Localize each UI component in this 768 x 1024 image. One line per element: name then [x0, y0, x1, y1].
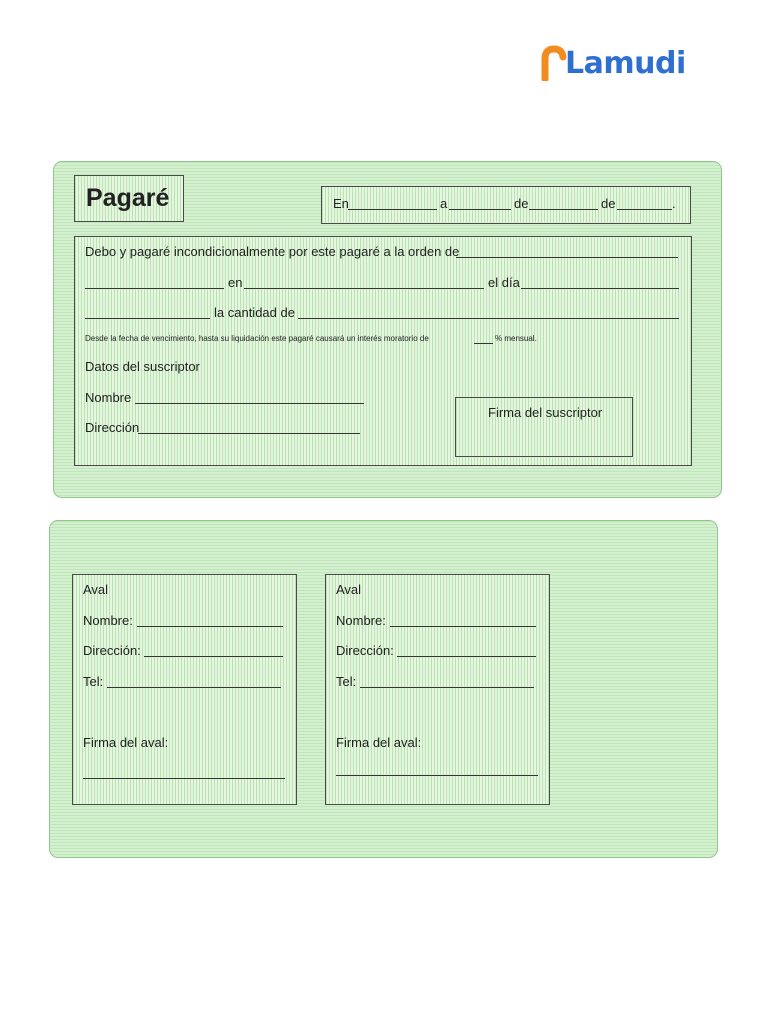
aval-tel-line[interactable] — [107, 687, 281, 688]
aval-card — [49, 520, 718, 858]
amount-words-line[interactable] — [298, 318, 679, 319]
interest-rate-line[interactable] — [474, 343, 493, 344]
de2-label: de — [601, 196, 616, 211]
el-dia-text: el día — [488, 275, 520, 290]
aval-box-1 — [72, 574, 297, 805]
nombre-label: Nombre — [85, 390, 132, 405]
en-text: en — [228, 275, 243, 290]
aval-direccion-line[interactable] — [144, 656, 283, 657]
nombre-line[interactable] — [135, 403, 364, 404]
lamudi-logo — [541, 41, 686, 81]
beneficiary-line[interactable] — [456, 257, 678, 258]
aval-firma-label: Firma del aval: — [83, 735, 169, 750]
day-line[interactable] — [449, 209, 511, 210]
direccion-label: Dirección — [85, 420, 140, 435]
aval-firma-label: Firma del aval: — [336, 735, 422, 750]
aval-title: Aval — [83, 582, 109, 597]
aval-tel-label: Tel: — [83, 674, 104, 689]
a-label: a — [440, 196, 448, 211]
aval-nombre-line[interactable] — [390, 626, 536, 627]
mensual-text: % mensual. — [495, 334, 537, 343]
aval-tel-label: Tel: — [336, 674, 357, 689]
aval-direccion-label: Dirección: — [83, 643, 141, 658]
subscriber-heading: Datos del suscriptor — [85, 359, 200, 374]
aval-direccion-line[interactable] — [397, 656, 536, 657]
aval-tel-line[interactable] — [360, 687, 534, 688]
pagare-body-box — [74, 236, 692, 466]
pagare-title: Pagaré — [86, 184, 170, 212]
place-date-box — [321, 186, 691, 224]
aval-firma-line[interactable] — [83, 778, 285, 779]
year-line[interactable] — [617, 209, 672, 210]
aval-nombre-line[interactable] — [137, 626, 283, 627]
month-line[interactable] — [529, 209, 598, 210]
logo-text: Lamudi — [565, 46, 686, 81]
logo-house-icon — [541, 45, 567, 81]
due-date-line[interactable] — [521, 288, 679, 289]
period: . — [672, 196, 676, 211]
signature-box[interactable] — [455, 397, 633, 457]
aval-nombre-label: Nombre: — [336, 613, 386, 628]
location-line[interactable] — [244, 288, 484, 289]
aval-title: Aval — [336, 582, 362, 597]
aval-firma-line[interactable] — [336, 775, 538, 776]
direccion-line[interactable] — [138, 433, 360, 434]
aval-nombre-label: Nombre: — [83, 613, 133, 628]
interest-text: Desde la fecha de vencimiento, hasta su liquidación este pagaré causará un interés moratorio de — [85, 334, 429, 343]
en-label: En — [333, 196, 349, 211]
signature-label: Firma del suscriptor — [488, 405, 603, 420]
de1-label: de — [514, 196, 529, 211]
aval-direccion-label: Dirección: — [336, 643, 394, 658]
pagare-title-box — [74, 175, 184, 222]
aval-box-2 — [325, 574, 550, 805]
city-line[interactable] — [348, 209, 437, 210]
pagare-card — [53, 161, 722, 498]
amount-number-line[interactable] — [85, 318, 210, 319]
promise-text: Debo y pagaré incondicionalmente por este pagaré a la orden de — [85, 244, 460, 259]
place-line[interactable] — [85, 288, 224, 289]
cantidad-text: la cantidad de — [214, 305, 295, 320]
